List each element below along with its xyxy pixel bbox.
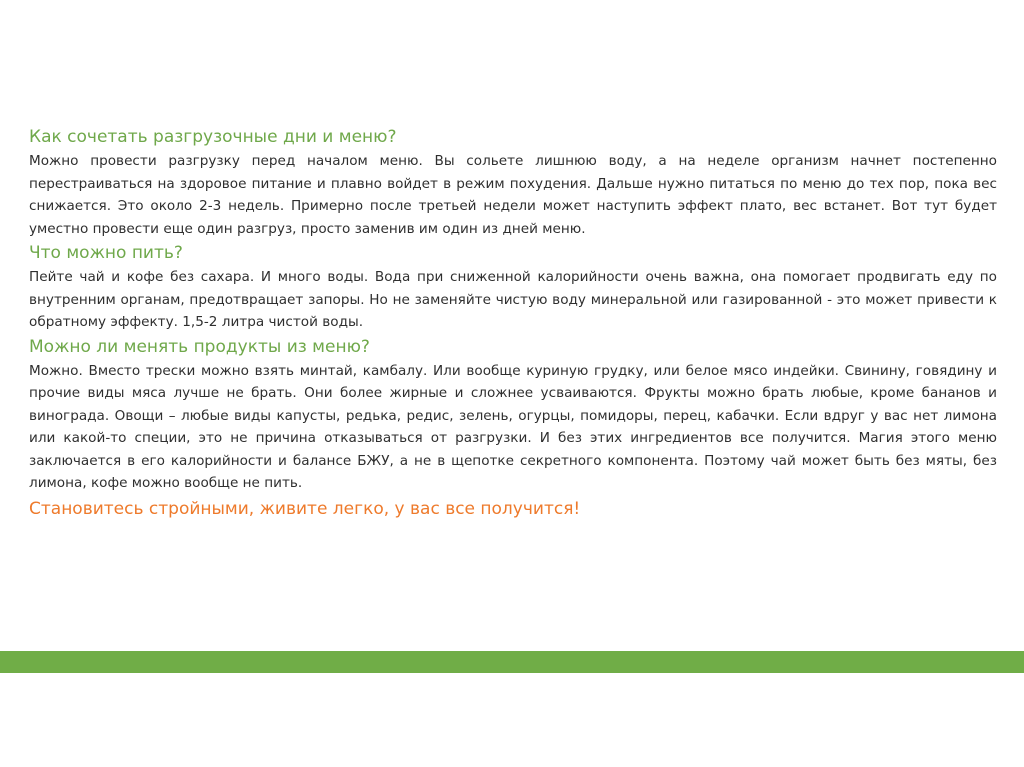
closing-slogan: Становитесь стройными, живите легко, у вас все получится! (29, 498, 581, 519)
footer-green-bar (0, 651, 1024, 673)
section-heading-combine: Как сочетать разгрузочные дни и меню? (29, 127, 397, 147)
slide-content (29, 124, 997, 523)
section-text-drinks: Пейте чай и кофе без сахара. И много воды. Вода при сниженной калорийности очень важна, она помогает продвигать еду по внутренним органам, предотвращает запоры. Но не заменяйте чистую воду минеральной или газированной - это может привести к обратному эффекту. 1,5-2 литра чистой воды. (29, 269, 997, 330)
section-text-substitutes: Можно. Вместо трески можно взять минтай, камбалу. Или вообще куриную грудку, или белое мясо индейки. Свинину, говядину и прочие виды мяса лучше не брать. Они более жирные и сложнее усваиваются. Фрукты можно брать любые, кроме бананов и винограда. Овощи – любые виды капусты, редька, редис, зелень, огурцы, помидоры, перец, кабачки. Если вдруг у вас нет лимона или какой-то специи, это не причина отказываться от разгрузки. И без этих ингредиентов все получится. Магия этого меню заключается в его калорийности и балансе БЖУ, а не в щепотке секретного компонента. Поэтому чай может быть без мяты, без лимона, кофе можно вообще не пить. (29, 362, 997, 491)
section-heading-substitutes: Можно ли менять продукты из меню? (29, 336, 370, 357)
section-text-combine: Можно провести разгрузку перед началом меню. Вы сольете лишнюю воду, а на неделе организм начнет постепенно перестраиваться на здоровое питание и плавно войдет в режим похудения. Дальше нужно питаться по меню до тех пор, пока вес снижается. Это около 2-3 недель. Примерно после третьей недели может наступить эффект плато, вес встанет. Вот тут будет уместно провести еще один разгруз, просто заменив им один из дней меню. (29, 153, 997, 237)
section-heading-drinks: Что можно пить? (29, 243, 183, 263)
